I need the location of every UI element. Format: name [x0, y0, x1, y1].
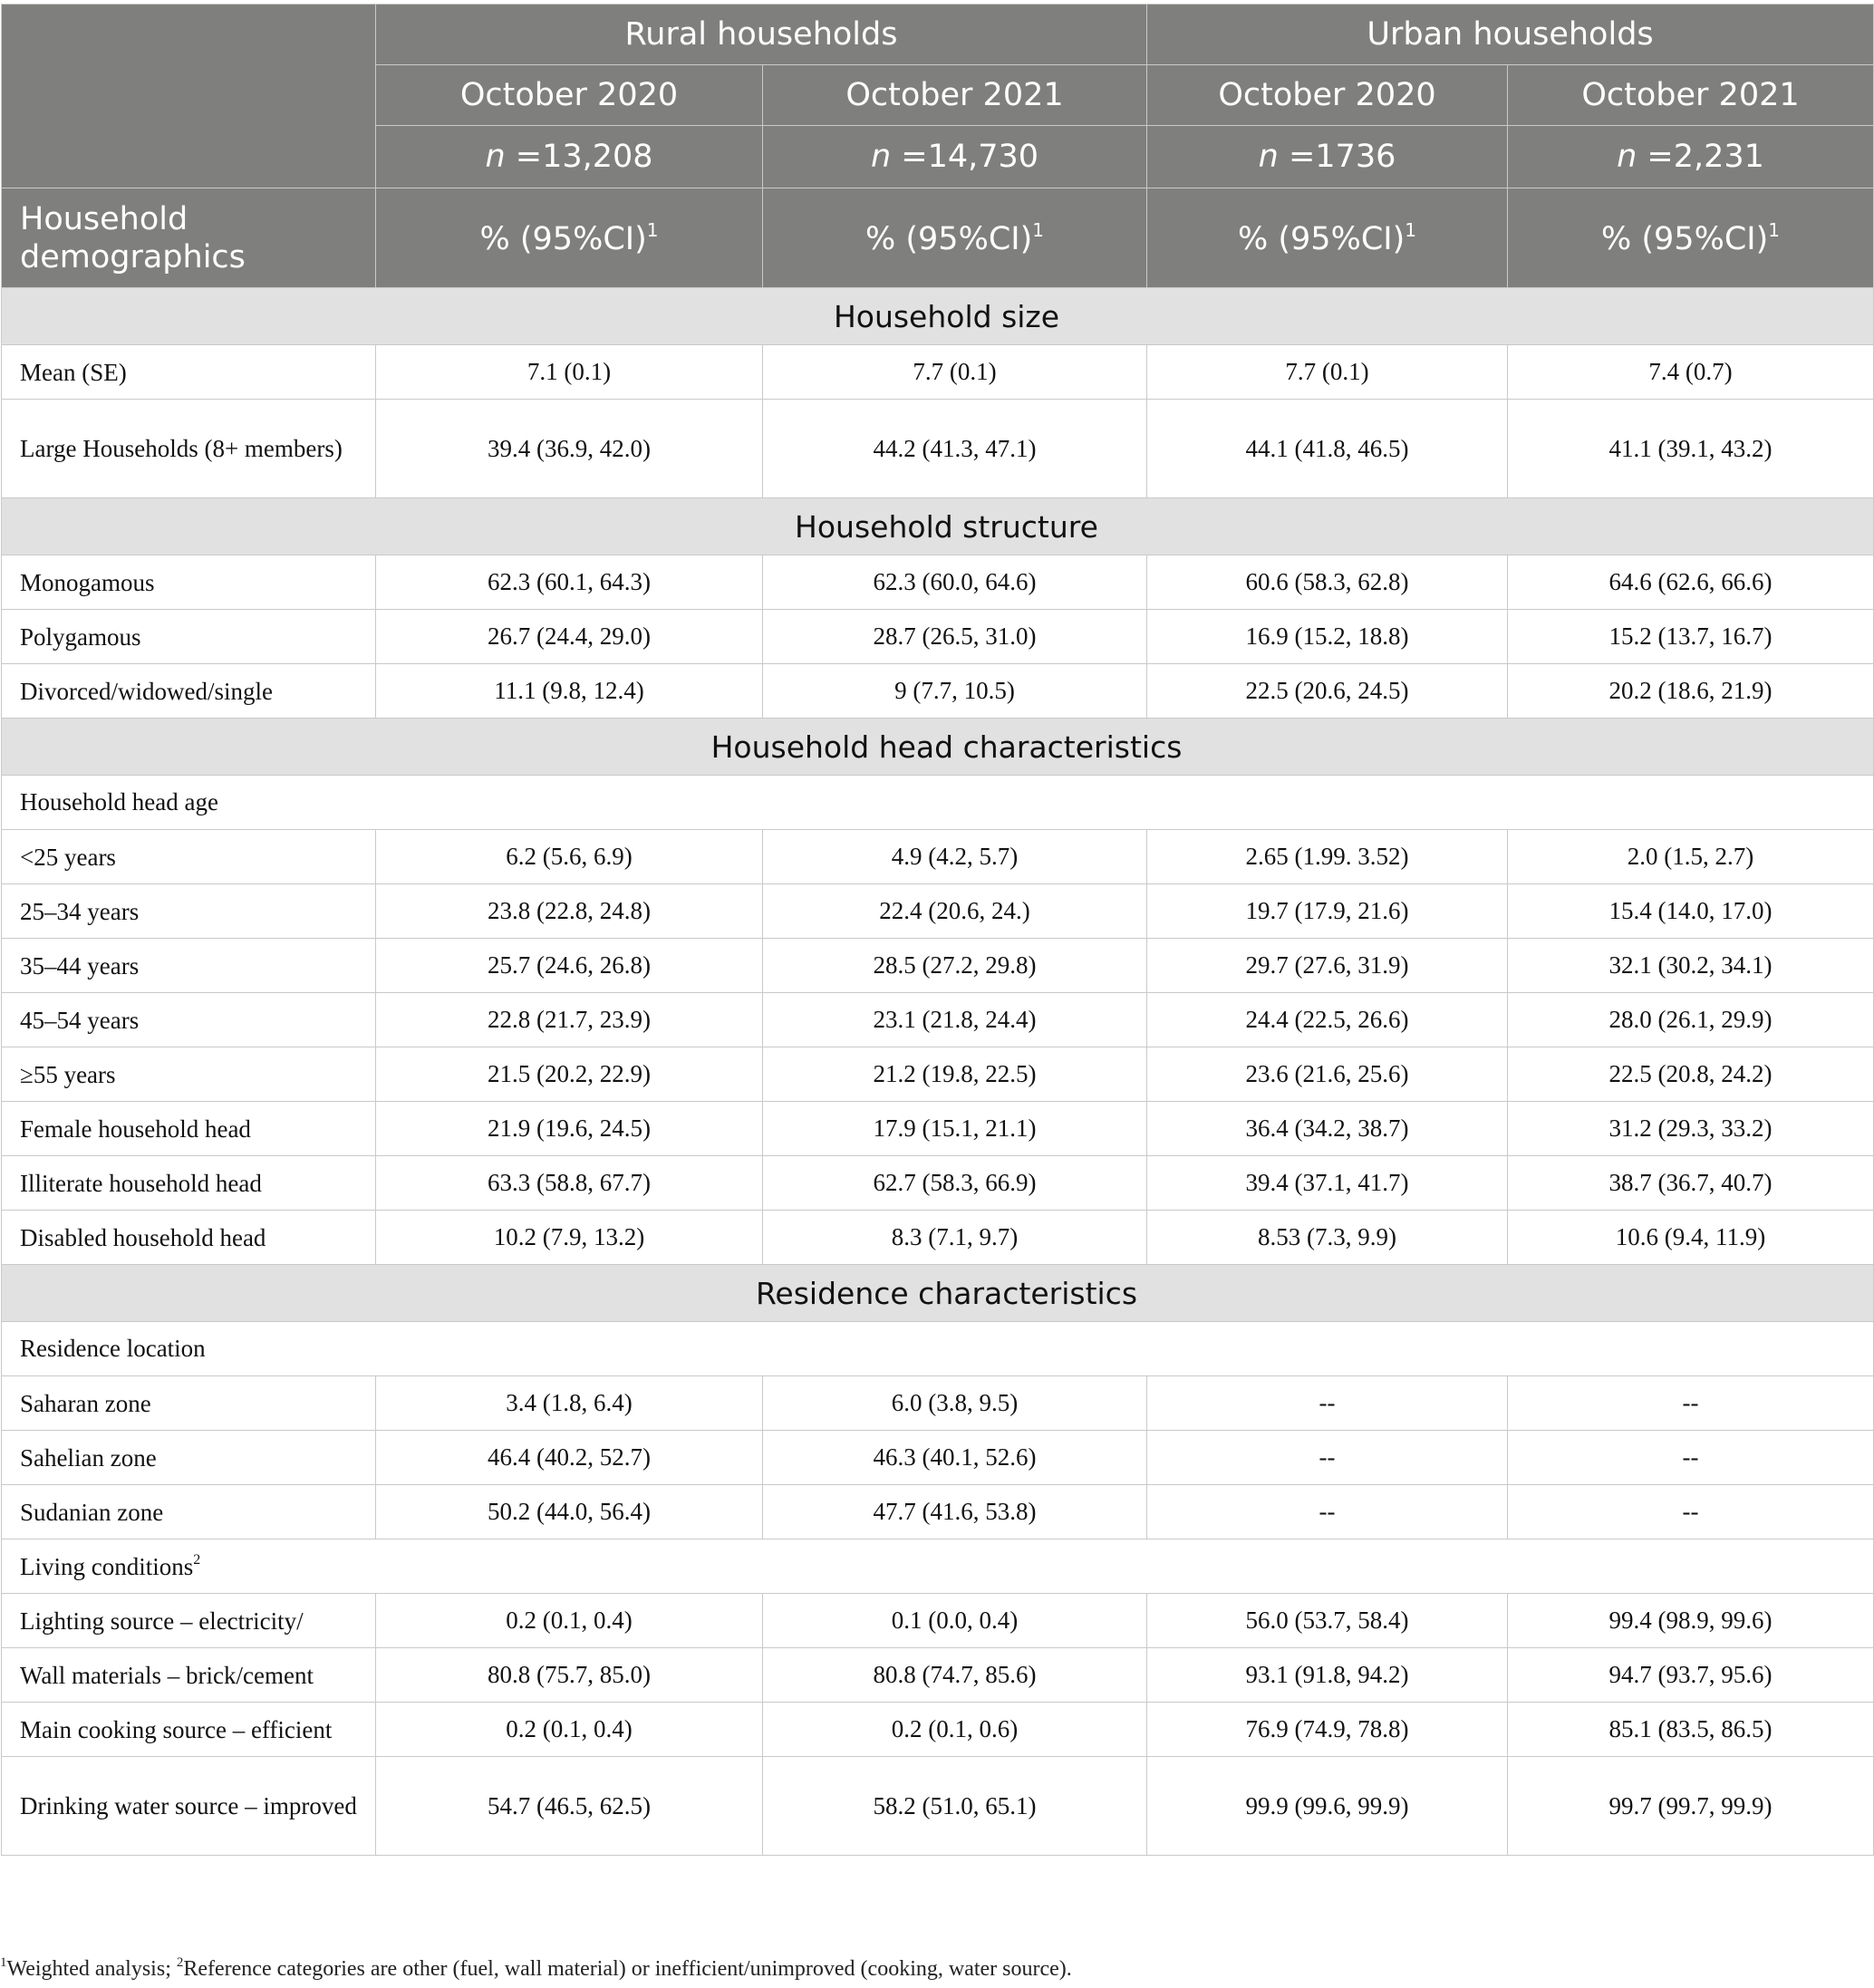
- header-period: October 2021: [1508, 65, 1874, 126]
- header-stat: % $(95\%CI)^1$: [376, 188, 763, 288]
- demographics-table: [1, 4, 1874, 1856]
- header-stat: % $(95\%CI)^1$: [1147, 188, 1508, 288]
- table-row: Female household head 21.9 (19.6, 24.5) 17.9 (15.1, 21.1) 36.4 (34.2, 38.7) 31.2 (29.3, 33.2): [2, 1102, 1874, 1156]
- table-row: 45–54 years 22.8 (21.7, 23.9) 23.1 (21.8, 24.4) 24.4 (22.5, 26.6) 28.0 (26.1, 29.9): [2, 993, 1874, 1047]
- header-period: October 2021: [763, 65, 1147, 126]
- header-n: n =14,730: [763, 126, 1147, 188]
- header-stat: % $(95\%CI)^1$: [763, 188, 1147, 288]
- header-urban: Urban households: [1147, 5, 1874, 65]
- table-row: Sudanian zone 50.2 (44.0, 56.4) 47.7 (41.6, 53.8) -- --: [2, 1485, 1874, 1539]
- header-corner: [2, 5, 376, 188]
- header-n: n =13,208: [376, 126, 763, 188]
- section-household-size: Household size: [2, 288, 1874, 345]
- header-period: October 2020: [1147, 65, 1508, 126]
- header-row-label: Household demographics: [2, 188, 376, 288]
- subheader-head-age: Household head age: [2, 776, 1874, 830]
- header-n: n =2,231: [1508, 126, 1874, 188]
- subheader-living-conditions: Living conditions$^2$: [2, 1539, 1874, 1594]
- table-row: Large Households (8+ members) 39.4 (36.9, 42.0) 44.2 (41.3, 47.1) 44.1 (41.8, 46.5) 41.1 (39.1, 43.2): [2, 400, 1874, 498]
- table-row: <25 years 6.2 (5.6, 6.9) 4.9 (4.2, 5.7) 2.65 (1.99. 3.52) 2.0 (1.5, 2.7): [2, 830, 1874, 884]
- header-rural: Rural households: [376, 5, 1147, 65]
- table-row: 25–34 years 23.8 (22.8, 24.8) 22.4 (20.6, 24.) 19.7 (17.9, 21.6) 15.4 (14.0, 17.0): [2, 884, 1874, 939]
- section-household-structure: Household structure: [2, 498, 1874, 555]
- table-row: Lighting source – electricity/ 0.2 (0.1, 0.4) 0.1 (0.0, 0.4) 56.0 (53.7, 58.4) 99.4 (98.9, 99.6): [2, 1594, 1874, 1648]
- table-row: Saharan zone 3.4 (1.8, 6.4) 6.0 (3.8, 9.5) -- --: [2, 1376, 1874, 1431]
- table-row: Drinking water source – improved 54.7 (46.5, 62.5) 58.2 (51.0, 65.1) 99.9 (99.6, 99.9) 99.7 (99.7, 99.9): [2, 1757, 1874, 1856]
- table-row: Main cooking source – efficient 0.2 (0.1, 0.4) 0.2 (0.1, 0.6) 76.9 (74.9, 78.8) 85.1 (83.5, 86.5): [2, 1703, 1874, 1757]
- section-head-characteristics: Household head characteristics: [2, 719, 1874, 776]
- table-row: Wall materials – brick/cement 80.8 (75.7, 85.0) 80.8 (74.7, 85.6) 93.1 (91.8, 94.2) 94.7 (93.7, 95.6): [2, 1648, 1874, 1703]
- subheader-residence-location: Residence location: [2, 1322, 1874, 1376]
- table-row: ≥55 years 21.5 (20.2, 22.9) 21.2 (19.8, 22.5) 23.6 (21.6, 25.6) 22.5 (20.8, 24.2): [2, 1047, 1874, 1102]
- table-row: Disabled household head 10.2 (7.9, 13.2) 8.3 (7.1, 9.7) 8.53 (7.3, 9.9) 10.6 (9.4, 11.9): [2, 1211, 1874, 1265]
- table-row: Illiterate household head 63.3 (58.8, 67.7) 62.7 (58.3, 66.9) 39.4 (37.1, 41.7) 38.7 (36.7, 40.7): [2, 1156, 1874, 1211]
- header-n: n =1736: [1147, 126, 1508, 188]
- table-row: Divorced/widowed/single 11.1 (9.8, 12.4) 9 (7.7, 10.5) 22.5 (20.6, 24.5) 20.2 (18.6, 21.9): [2, 664, 1874, 719]
- table-row: Polygamous 26.7 (24.4, 29.0) 28.7 (26.5, 31.0) 16.9 (15.2, 18.8) 15.2 (13.7, 16.7): [2, 610, 1874, 664]
- table-row: Sahelian zone 46.4 (40.2, 52.7) 46.3 (40.1, 52.6) -- --: [2, 1431, 1874, 1485]
- table-row: 35–44 years 25.7 (24.6, 26.8) 28.5 (27.2, 29.8) 29.7 (27.6, 31.9) 32.1 (30.2, 34.1): [2, 939, 1874, 993]
- section-residence-characteristics: Residence characteristics: [2, 1265, 1874, 1322]
- table-row: Mean (SE) 7.1 (0.1) 7.7 (0.1) 7.7 (0.1) 7.4 (0.7): [2, 345, 1874, 400]
- table-footnote: $^1$Weighted analysis; $^2$Reference categories are other (fuel, wall material) or inefficient/unimproved (cooking, water source).: [0, 1955, 1072, 1981]
- table-row: Monogamous 62.3 (60.1, 64.3) 62.3 (60.0, 64.6) 60.6 (58.3, 62.8) 64.6 (62.6, 66.6): [2, 555, 1874, 610]
- header-period: October 2020: [376, 65, 763, 126]
- header-stat: % $(95\%CI)^1$: [1508, 188, 1874, 288]
